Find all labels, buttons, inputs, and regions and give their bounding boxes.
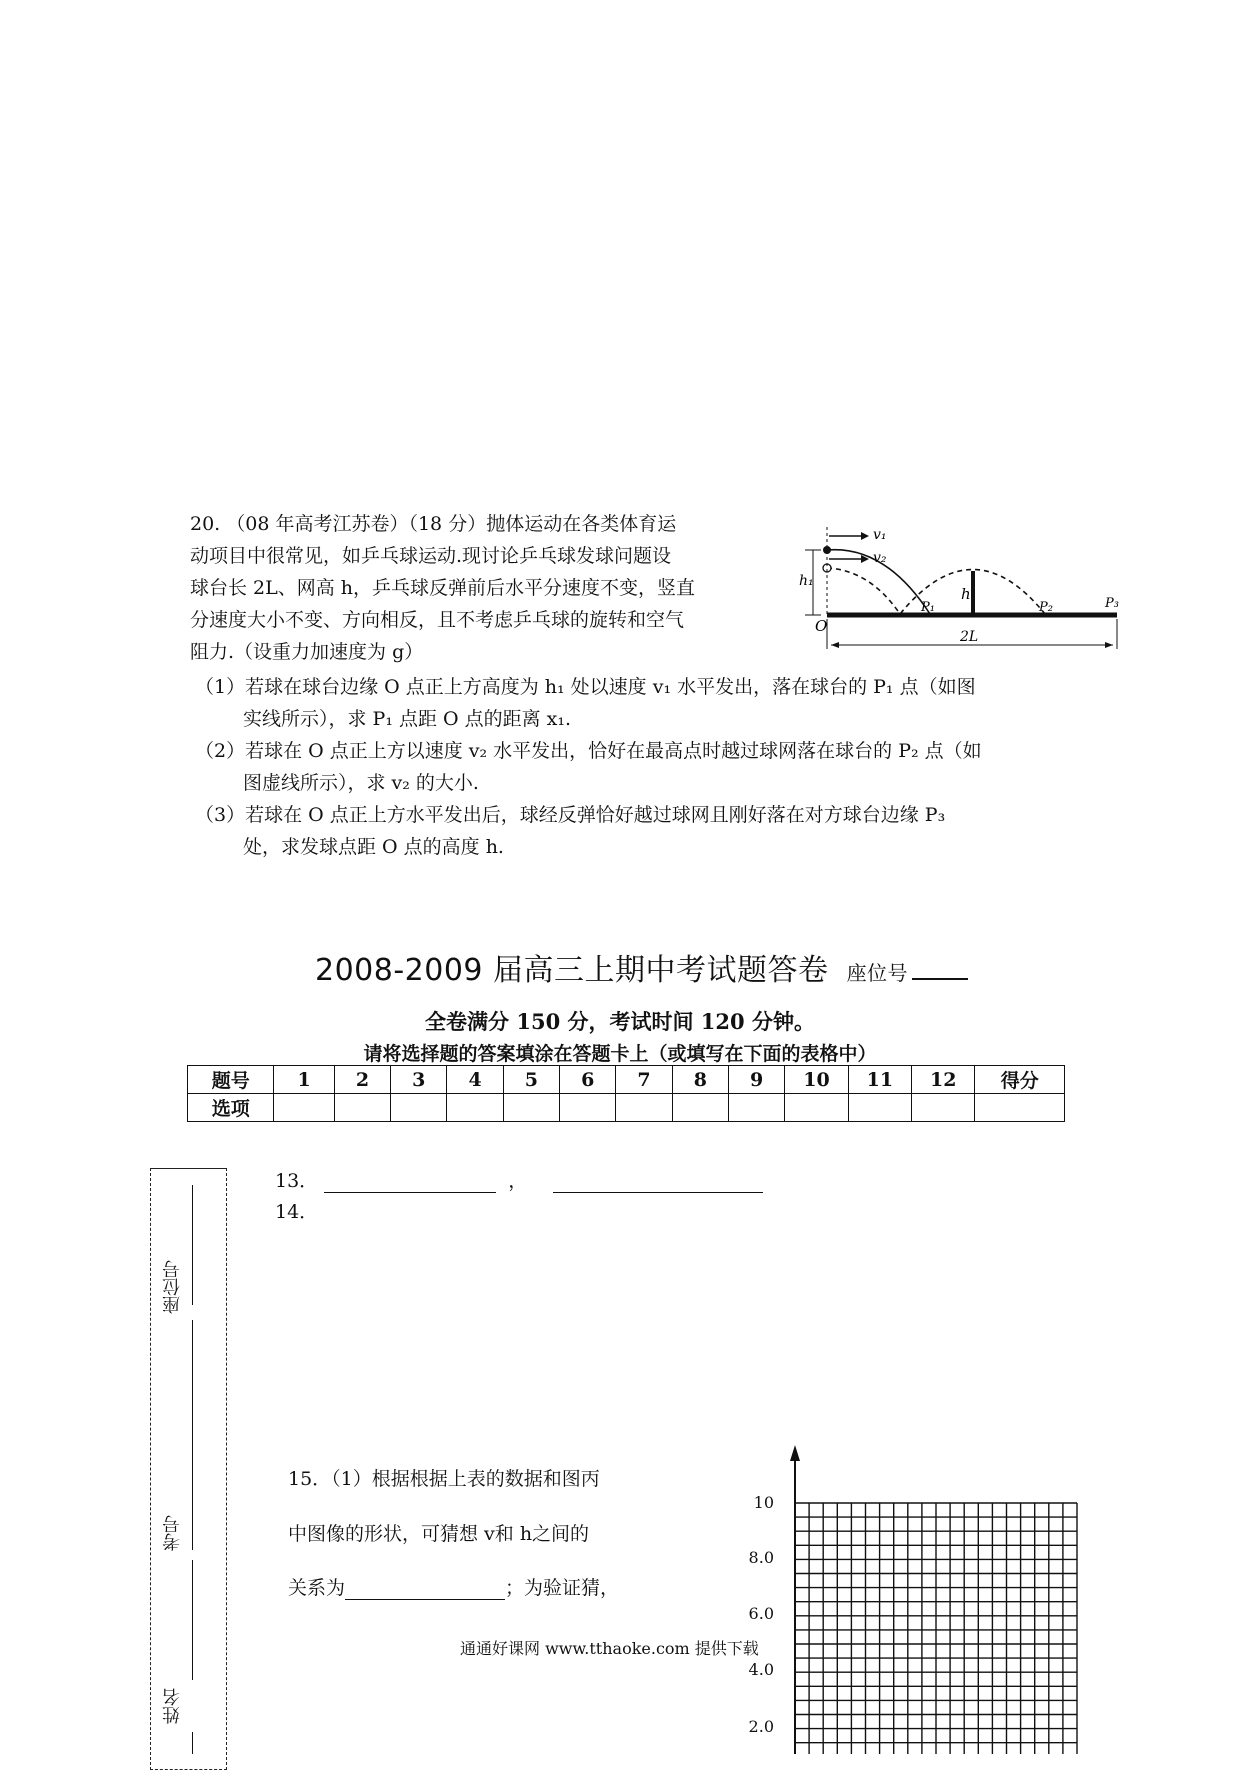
q20-sub3-line: （3）若球在 O 点正上方水平发出后，球经反弹恰好越过球网且刚好落在对方球台边缘 P₃ (195, 804, 946, 826)
y-tick-label: 8.0 (748, 1548, 774, 1567)
answer-table (187, 1065, 1065, 1122)
table-header-cell: 8 (672, 1066, 728, 1094)
q13-blank-1[interactable] (324, 1172, 496, 1193)
label-h: h (961, 585, 971, 603)
q20-intro-line: 球台长 2L、网高 h，乒乓球反弹前后水平分速度不变，竖直 (190, 577, 696, 599)
score-cell[interactable] (975, 1094, 1065, 1122)
q20-intro-line: 动项目中很常见，如乒乓球运动.现讨论乒乓球发球问题设 (190, 545, 672, 567)
answer-cell[interactable] (274, 1094, 334, 1122)
answer-cell[interactable] (334, 1094, 390, 1122)
answer-cell[interactable] (912, 1094, 975, 1122)
q15-line-3 (288, 1573, 619, 1600)
q20-sub3 (195, 799, 1075, 863)
table-header-cell: 12 (912, 1066, 975, 1094)
q20-sub1-line: （1）若球在球台边缘 O 点正上方高度为 h₁ 处以速度 v₁ 水平发出，落在球台的 P₁ 点（如图 (195, 676, 976, 698)
binding-seat-label: 座位号 (162, 1260, 183, 1314)
answer-cell[interactable] (785, 1094, 848, 1122)
q15-text: 关系为 (288, 1577, 346, 1599)
binding-exam-label: 考号 (162, 1515, 183, 1551)
label-O: O (815, 617, 828, 635)
table-header-cell: 1 (274, 1066, 334, 1094)
table-header-row (188, 1066, 1065, 1094)
q20-intro-line: 分速度大小不变、方向相反，且不考虑乒乓球的旋转和空气 (190, 609, 685, 631)
answer-cell[interactable] (672, 1094, 728, 1122)
label-h1: h₁ (799, 573, 814, 589)
answer-cell[interactable] (729, 1094, 785, 1122)
binding-exam-line[interactable] (192, 1320, 193, 1550)
table-row (188, 1094, 1065, 1122)
table-row-label: 选项 (188, 1094, 274, 1122)
label-2L: 2L (960, 629, 979, 645)
y-tick-label: 10 (753, 1493, 774, 1512)
binding-name-line[interactable] (192, 1732, 193, 1754)
table-header-cell: 7 (616, 1066, 672, 1094)
table-header-cell: 题号 (188, 1066, 274, 1094)
q15-line: 15．（1）根据根据上表的数据和图丙 (288, 1468, 600, 1490)
q13-separator: ， (508, 1170, 528, 1192)
q20-sub2-line: （2）若球在 O 点正上方以速度 v₂ 水平发出，恰好在最高点时越过球网落在球台的 P₂ 点（如 (195, 740, 982, 762)
instruction-line: 请将选择题的答案填涂在答题卡上（或填写在下面的表格中） (363, 1043, 877, 1065)
q13-label: 13． (275, 1170, 319, 1192)
y-axis-arrow (790, 1445, 800, 1461)
table-header-cell: 9 (729, 1066, 785, 1094)
y-tick-label: 4.0 (748, 1660, 774, 1679)
answer-cell[interactable] (616, 1094, 672, 1122)
answer-cell[interactable] (503, 1094, 559, 1122)
table-header-cell: 3 (391, 1066, 447, 1094)
q20-sub2 (195, 735, 1075, 799)
footer-text: 通通好课网 www.tthaoke.com 提供下载 (460, 1639, 759, 1658)
label-v1: v₁ (873, 527, 887, 543)
label-P1: P₁ (921, 600, 935, 615)
label-v2: v₂ (873, 550, 887, 566)
answer-cell[interactable] (848, 1094, 911, 1122)
q20-intro-line: 20. （08 年高考江苏卷）（18 分）抛体运动在各类体育运 (190, 513, 677, 535)
table-header-cell: 10 (785, 1066, 848, 1094)
answer-sheet-title (315, 945, 968, 989)
q15-blank[interactable] (345, 1579, 505, 1600)
q13-blank-2[interactable] (553, 1172, 763, 1193)
answer-cell[interactable] (560, 1094, 616, 1122)
answer-cell[interactable] (447, 1094, 503, 1122)
y-tick-label: 6.0 (748, 1604, 774, 1623)
q20-sub3-line: 处，求发球点距 O 点的高度 h. (243, 836, 504, 858)
q20-intro-line: 阻力.（设重力加速度为 g） (190, 641, 424, 663)
question-13 (275, 1166, 763, 1193)
binding-exam-line-lower[interactable] (192, 1560, 193, 1680)
dashed-trajectory (827, 568, 1045, 614)
q20-sub1 (195, 671, 1075, 735)
binding-margin (150, 1168, 227, 1770)
binding-seat-line[interactable] (192, 1185, 193, 1305)
label-P2: P₂ (1039, 600, 1053, 615)
binding-name-label: 姓名 (162, 1688, 183, 1724)
page-title: 2008-2009 届高三上期中考试题答卷 (315, 953, 829, 988)
table-header-cell: 6 (560, 1066, 616, 1094)
ping-pong-diagram (795, 515, 1135, 655)
graph-grid (780, 1445, 1080, 1754)
q20-sub1-line: 实线所示），求 P₁ 点距 O 点的距离 x₁. (243, 708, 572, 730)
label-P3: P₃ (1105, 596, 1119, 611)
seat-label: 座位号 (846, 961, 909, 985)
answer-cell[interactable] (391, 1094, 447, 1122)
table-header-cell: 得分 (975, 1066, 1065, 1094)
q15-text: ；为验证猜， (505, 1577, 620, 1599)
table-header-cell: 2 (334, 1066, 390, 1094)
question-14: 14． (275, 1201, 319, 1223)
table-header-cell: 4 (447, 1066, 503, 1094)
q20-sub2-line: 图虚线所示），求 v₂ 的大小. (243, 772, 479, 794)
y-tick-label: 2.0 (748, 1717, 774, 1736)
seat-blank[interactable] (912, 978, 968, 980)
table-header-cell: 5 (503, 1066, 559, 1094)
table-header-cell: 11 (848, 1066, 911, 1094)
q15-line: 中图像的形状，可猜想 v和 h之间的 (288, 1523, 590, 1545)
question-20-intro (190, 508, 790, 668)
score-line: 全卷满分 150 分，考试时间 120 分钟。 (425, 1009, 815, 1034)
